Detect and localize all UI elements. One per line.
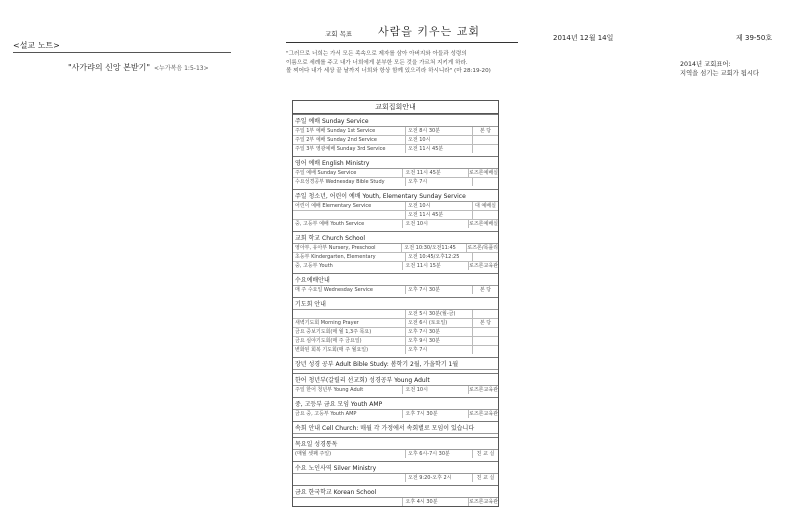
schedule-row bbox=[293, 178, 498, 186]
sermon-title bbox=[68, 62, 209, 73]
location-cell bbox=[473, 136, 498, 144]
section-heading: 영어 예배 English Ministry bbox=[293, 157, 498, 169]
time-cell: 오후 9시 30분 bbox=[406, 337, 473, 345]
section-heading: 목요일 성경통독 bbox=[293, 438, 498, 450]
schedule-sections bbox=[293, 114, 498, 506]
event-name-cell: 주일 한어 청년부 Young Adult bbox=[293, 386, 403, 394]
schedule-section bbox=[293, 297, 498, 354]
schedule-row bbox=[293, 262, 498, 270]
schedule-row bbox=[293, 410, 498, 418]
event-name-cell: 수요성경공부 Wednesday Bible Study bbox=[293, 178, 406, 186]
time-cell: 오후 4시 30분 bbox=[403, 498, 469, 506]
issue-number: 제 39-50호 bbox=[736, 34, 773, 42]
schedule-row bbox=[293, 127, 498, 136]
year-motto-text: 지역을 섬기는 교회가 됩시다 bbox=[680, 70, 759, 77]
event-name-cell bbox=[293, 310, 406, 318]
section-heading: 금요 한국학교 Korean School bbox=[293, 486, 498, 498]
time-cell: 오전 10시 bbox=[406, 202, 473, 210]
verse-line: "그러므로 너희는 가서 모든 족속으로 제자를 삼아 아버지와 아들과 성령의 bbox=[286, 51, 467, 57]
schedule-section bbox=[293, 114, 498, 153]
sermon-note-label: <설교 노트> bbox=[13, 41, 60, 50]
section-heading: 장년 성경 공부 Adult Bible Study: 봄학기 2월, 가을학기 1월 bbox=[293, 358, 498, 370]
schedule-section bbox=[293, 156, 498, 186]
schedule-row bbox=[293, 211, 498, 220]
location-cell: 친 교 실 bbox=[476, 451, 495, 457]
motto-label: 교회 목표 bbox=[325, 30, 353, 38]
location-cell: 본 당 bbox=[479, 320, 492, 326]
time-cell: 오전 11시 45분 bbox=[406, 145, 473, 153]
time-cell: 오후 7시 30분 bbox=[406, 286, 473, 294]
time-cell: 오전 6시 (토요일) bbox=[406, 319, 473, 327]
schedule-row bbox=[293, 220, 498, 228]
time-cell: 오후 6시-7시 30분 bbox=[406, 450, 473, 458]
bulletin-date: 2014년 12월 14일 bbox=[553, 34, 614, 42]
location-cell: 로즈론예배실 bbox=[469, 170, 498, 176]
location-cell: 본 당 bbox=[479, 287, 492, 293]
time-cell: 오후 7시 bbox=[406, 346, 473, 354]
section-heading: 수요예배안내 bbox=[293, 274, 498, 286]
location-cell bbox=[473, 337, 498, 345]
event-name-cell: 새벽기도회 Morning Prayer bbox=[293, 319, 406, 327]
event-name-cell: 중, 고등부 Youth bbox=[293, 262, 403, 270]
time-cell: 오전 9:20-오후 2시 bbox=[406, 474, 473, 482]
location-cell bbox=[473, 253, 498, 261]
schedule-section bbox=[293, 357, 498, 370]
event-name-cell: 금요 중보기도회(매 월 1,3주 목요) bbox=[293, 328, 406, 336]
year-motto-title: 2014년 교회표어: bbox=[680, 61, 731, 68]
schedule-row bbox=[293, 253, 498, 262]
event-name-cell: 주일 3부 영광예배 Sunday 3rd Service bbox=[293, 145, 406, 153]
event-name-cell: 금요 중, 고등부 Youth AMP bbox=[293, 410, 403, 418]
time-cell: 오전 10시 bbox=[406, 136, 473, 144]
schedule-row bbox=[293, 450, 498, 458]
schedule-section bbox=[293, 231, 498, 270]
time-cell: 오전 10시 bbox=[403, 220, 469, 228]
event-name-cell: 어린이 예배 Elementary Service bbox=[293, 202, 406, 210]
section-heading: 속회 안내 Cell Church: 매월 각 가정에서 속회별로 모임이 있습니다 bbox=[293, 422, 498, 434]
location-cell bbox=[473, 211, 498, 219]
event-name-cell: 주일 1부 예배 Sunday 1st Service bbox=[293, 127, 406, 135]
location-cell: 로즈론교육관 bbox=[469, 499, 498, 505]
event-name-cell: (매월 셋째 주일) bbox=[293, 450, 406, 458]
schedule-row bbox=[293, 286, 498, 294]
location-cell: 친 교 실 bbox=[476, 475, 495, 481]
location-cell bbox=[473, 178, 498, 186]
event-name-cell: 영아부, 유아부 Nursery, Preschool bbox=[293, 244, 402, 252]
time-cell: 오전 11시 15분 bbox=[403, 262, 469, 270]
location-cell: 로즈론/목플리 bbox=[467, 245, 498, 251]
location-cell bbox=[473, 145, 498, 153]
schedule-row bbox=[293, 346, 498, 354]
event-name-cell: 매 주 수요일 Wednesday Service bbox=[293, 286, 406, 294]
schedule-row bbox=[293, 244, 498, 253]
schedule-section bbox=[293, 485, 498, 506]
location-cell: 본 당 bbox=[479, 128, 492, 134]
event-name-cell: 금요 심야기도회(매 주 금요일) bbox=[293, 337, 406, 345]
event-name-cell bbox=[293, 211, 406, 219]
schedule-section bbox=[293, 189, 498, 228]
section-heading: 교회 학교 Church School bbox=[293, 232, 498, 244]
section-heading: 중, 고등부 금요 모임 Youth AMP bbox=[293, 398, 498, 410]
section-heading: 수요 노인사역 Silver Ministry bbox=[293, 462, 498, 474]
time-cell: 오전 8시 30분 bbox=[406, 127, 473, 135]
time-cell: 오전 5시 30분(월-금) bbox=[406, 310, 473, 318]
schedule-section bbox=[293, 461, 498, 482]
location-cell bbox=[473, 346, 498, 354]
schedule-section bbox=[293, 273, 498, 294]
schedule-row bbox=[293, 145, 498, 153]
schedule-section bbox=[293, 437, 498, 458]
schedule-row bbox=[293, 337, 498, 346]
schedule-section bbox=[293, 421, 498, 434]
schedule-row bbox=[293, 328, 498, 337]
event-name-cell: 중, 고등부 예배 Youth Service bbox=[293, 220, 403, 228]
verse-line: 이름으로 세례를 주고 내가 너희에게 분부한 모든 것을 가르쳐 지키게 하라. bbox=[286, 59, 468, 66]
verse-line: 볼 찌어다 내가 세상 끝 날까지 너희와 항상 함께 있으리라 하시니라" (마 28:19-20) bbox=[286, 68, 491, 74]
event-name-cell: 변화된 회복 기도회(매 주 월요일) bbox=[293, 346, 406, 354]
church-motto: 사람을 키우는 교회 bbox=[378, 25, 481, 38]
schedule-table bbox=[292, 100, 499, 507]
location-cell: 로즈론교육관 bbox=[469, 263, 498, 269]
location-cell bbox=[473, 328, 498, 336]
schedule-title: 교회집회안내 bbox=[293, 101, 498, 114]
location-cell: 로즈론교육관 bbox=[469, 387, 498, 393]
section-heading: 기도회 안내 bbox=[293, 298, 498, 310]
time-cell: 오후 7시 bbox=[406, 178, 473, 186]
time-cell: 오후 7시 30분 bbox=[403, 410, 469, 418]
schedule-section bbox=[293, 397, 498, 418]
location-cell: 로즈론교육관 bbox=[469, 411, 498, 417]
time-cell: 오전 10:30/오전11:45 bbox=[402, 244, 467, 252]
time-cell: 오전 11시 45분 bbox=[406, 211, 473, 219]
event-name-cell: 주일 예배 Sunday Service bbox=[293, 169, 403, 177]
schedule-row bbox=[293, 136, 498, 145]
sermon-title-text: "사가랴의 신앙 본받기" bbox=[68, 63, 150, 72]
sermon-reference: <누가복음 1:5-13> bbox=[154, 65, 209, 72]
location-cell: 로즈론예배실 bbox=[469, 221, 498, 227]
event-name-cell: 초등부 Kindergarten, Elementary bbox=[293, 253, 406, 261]
event-name-cell: 주일 2부 예배 Sunday 2nd Service bbox=[293, 136, 406, 144]
event-name-cell bbox=[293, 498, 403, 506]
location-cell bbox=[473, 310, 498, 318]
time-cell: 오후 7시 30분 bbox=[406, 328, 473, 336]
schedule-row bbox=[293, 474, 498, 482]
time-cell: 오전 11시 45분 bbox=[403, 169, 469, 177]
divider bbox=[286, 42, 518, 43]
schedule-row bbox=[293, 386, 498, 394]
location-cell: 대 예배실 bbox=[475, 203, 496, 209]
event-name-cell bbox=[293, 474, 406, 482]
divider bbox=[13, 52, 231, 53]
schedule-section bbox=[293, 373, 498, 394]
section-heading: 한어 청년부(갈릴리 선교회) 성경공부 Young Adult bbox=[293, 374, 498, 386]
schedule-row bbox=[293, 498, 498, 506]
time-cell: 오전 10:45/오후12:25 bbox=[406, 253, 473, 261]
section-heading: 주일 예배 Sunday Service bbox=[293, 115, 498, 127]
schedule-row bbox=[293, 202, 498, 211]
schedule-row bbox=[293, 310, 498, 319]
schedule-row bbox=[293, 169, 498, 178]
schedule-row bbox=[293, 319, 498, 328]
section-heading: 주일 청소년, 어린이 예배 Youth, Elementary Sunday Service bbox=[293, 190, 498, 202]
scripture-verse bbox=[286, 50, 526, 76]
time-cell: 오전 10시 bbox=[403, 386, 469, 394]
